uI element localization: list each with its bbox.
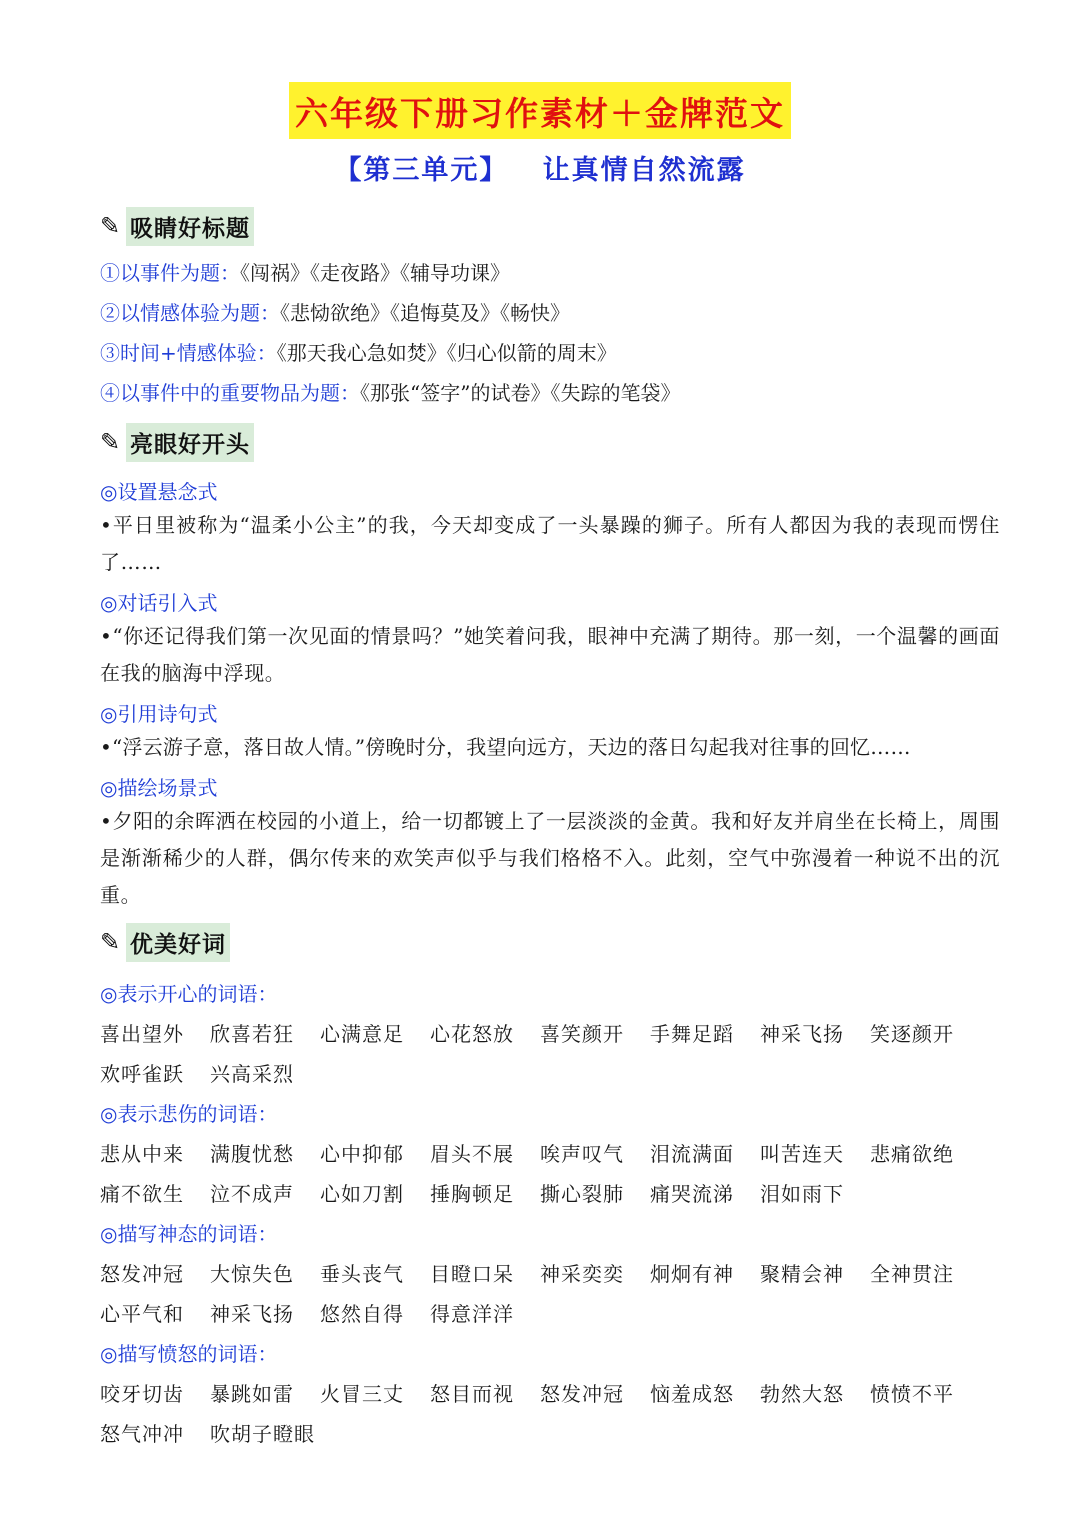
word: 眉头不展 bbox=[430, 1142, 514, 1166]
word: 怒目而视 bbox=[430, 1382, 514, 1406]
word: 喜出望外 bbox=[100, 1022, 184, 1046]
word: 心平气和 bbox=[100, 1302, 184, 1326]
word: 心花怒放 bbox=[430, 1022, 514, 1046]
word: 恼羞成怒 bbox=[650, 1382, 734, 1406]
word-group-happy bbox=[100, 1018, 1000, 1098]
section-label: 亮眼好开头 bbox=[126, 423, 254, 462]
word-row bbox=[100, 1378, 1000, 1418]
word: 欣喜若狂 bbox=[210, 1022, 294, 1046]
title-example-text: 《闯祸》《走夜路》《辅导功课》 bbox=[240, 261, 510, 285]
word: 悠然自得 bbox=[320, 1302, 404, 1326]
title-example-text: 《那天我心急如焚》《归心似箭的周末》 bbox=[276, 341, 617, 365]
word: 满腹忧愁 bbox=[210, 1142, 294, 1166]
word-row bbox=[100, 1258, 1000, 1298]
opening-example: •“浮云游子意，落日故人情。”傍晚时分，我望向远方，天边的落日勾起我对往事的回忆…… bbox=[100, 735, 911, 759]
opening-type-label: ◎引用诗句式 bbox=[100, 702, 218, 726]
section-label: 优美好词 bbox=[126, 923, 230, 962]
word: 喜笑颜开 bbox=[540, 1022, 624, 1046]
section-heading-words bbox=[100, 922, 230, 962]
section-heading-titles bbox=[100, 206, 254, 246]
title-example-text: 《悲恸欲绝》《追悔莫及》《畅快》 bbox=[280, 301, 570, 325]
opening-example: •夕阳的余晖洒在校园的小道上，给一切都镀上了一层淡淡的金黄。我和好友并肩坐在长椅上，周围是渐渐稀少的人群，偶尔传来的欢笑声似乎与我们格格不入。此刻，空气中弥漫着一种说不出的沉重。 bbox=[100, 809, 1000, 907]
word: 兴高采烈 bbox=[210, 1062, 294, 1086]
pencil-icon: ✎ bbox=[100, 928, 121, 956]
word: 手舞足蹈 bbox=[650, 1022, 734, 1046]
word-group-anger bbox=[100, 1378, 1000, 1458]
word-row bbox=[100, 1018, 1000, 1058]
word: 垂头丧气 bbox=[320, 1262, 404, 1286]
word: 心中抑郁 bbox=[320, 1142, 404, 1166]
word: 泣不成声 bbox=[210, 1182, 294, 1206]
word-group-label: ◎描写神态的词语： bbox=[100, 1222, 278, 1246]
word: 暴跳如雷 bbox=[210, 1382, 294, 1406]
word: 泪流满面 bbox=[650, 1142, 734, 1166]
title-example-3 bbox=[100, 334, 617, 372]
word: 痛哭流涕 bbox=[650, 1182, 734, 1206]
word: 悲从中来 bbox=[100, 1142, 184, 1166]
word: 全神贯注 bbox=[870, 1262, 954, 1286]
pencil-icon: ✎ bbox=[100, 212, 121, 240]
word: 捶胸顿足 bbox=[430, 1182, 514, 1206]
title-example-4 bbox=[100, 374, 680, 412]
word-row bbox=[100, 1138, 1000, 1178]
word: 笑逐颜开 bbox=[870, 1022, 954, 1046]
word-group-label: ◎描写愤怒的词语： bbox=[100, 1342, 278, 1366]
opening-type-label: ◎描绘场景式 bbox=[100, 776, 218, 800]
word-row bbox=[100, 1058, 1000, 1098]
section-heading-openings bbox=[100, 422, 254, 462]
word: 神采飞扬 bbox=[760, 1022, 844, 1046]
word-row bbox=[100, 1418, 1000, 1458]
word: 吹胡子瞪眼 bbox=[210, 1422, 315, 1446]
word: 悲痛欲绝 bbox=[870, 1142, 954, 1166]
word: 聚精会神 bbox=[760, 1262, 844, 1286]
word: 神采奕奕 bbox=[540, 1262, 624, 1286]
word: 神采飞扬 bbox=[210, 1302, 294, 1326]
word-group-label: ◎表示悲伤的词语： bbox=[100, 1102, 278, 1126]
title-example-label: ②以情感体验为题： bbox=[100, 301, 280, 325]
word-group-sad bbox=[100, 1138, 1000, 1218]
word: 痛不欲生 bbox=[100, 1182, 184, 1206]
title-example-label: ④以事件中的重要物品为题： bbox=[100, 381, 360, 405]
word: 心如刀割 bbox=[320, 1182, 404, 1206]
word: 愤愤不平 bbox=[870, 1382, 954, 1406]
word: 撕心裂肺 bbox=[540, 1182, 624, 1206]
opening-example: •“你还记得我们第一次见面的情景吗？”她笑着问我，眼神中充满了期待。那一刻，一个温馨的画面在我的脑海中浮现。 bbox=[100, 624, 1000, 685]
title-example-label: ①以事件为题： bbox=[100, 261, 240, 285]
word: 怒气冲冲 bbox=[100, 1422, 184, 1446]
word: 唉声叹气 bbox=[540, 1142, 624, 1166]
word-group-label: ◎表示开心的词语： bbox=[100, 982, 278, 1006]
title-wrap bbox=[0, 82, 1080, 139]
word-row bbox=[100, 1298, 1000, 1338]
word: 欢呼雀跃 bbox=[100, 1062, 184, 1086]
word: 得意洋洋 bbox=[430, 1302, 514, 1326]
word: 泪如雨下 bbox=[760, 1182, 844, 1206]
title-example-2 bbox=[100, 294, 570, 332]
page-title: 六年级下册习作素材＋金牌范文 bbox=[289, 82, 791, 139]
word: 咬牙切齿 bbox=[100, 1382, 184, 1406]
word: 炯炯有神 bbox=[650, 1262, 734, 1286]
word-group-expression bbox=[100, 1258, 1000, 1338]
title-example-text: 《那张“签字”的试卷》《失踪的笔袋》 bbox=[360, 381, 681, 405]
title-example-1 bbox=[100, 254, 510, 292]
word: 叫苦连天 bbox=[760, 1142, 844, 1166]
pencil-icon: ✎ bbox=[100, 428, 121, 456]
word: 火冒三丈 bbox=[320, 1382, 404, 1406]
word: 怒发冲冠 bbox=[100, 1262, 184, 1286]
opening-example: •平日里被称为“温柔小公主”的我，今天却变成了一头暴躁的狮子。所有人都因为我的表现而愣住了…… bbox=[100, 513, 1000, 574]
opening-type-label: ◎设置悬念式 bbox=[100, 480, 218, 504]
word: 勃然大怒 bbox=[760, 1382, 844, 1406]
opening-type-label: ◎对话引入式 bbox=[100, 591, 218, 615]
word: 怒发冲冠 bbox=[540, 1382, 624, 1406]
word-row bbox=[100, 1178, 1000, 1218]
word: 心满意足 bbox=[320, 1022, 404, 1046]
title-example-label: ③时间+情感体验： bbox=[100, 341, 277, 365]
word: 大惊失色 bbox=[210, 1262, 294, 1286]
unit-subtitle: 【第三单元】 让真情自然流露 bbox=[334, 155, 746, 186]
word: 目瞪口呆 bbox=[430, 1262, 514, 1286]
section-label: 吸睛好标题 bbox=[126, 207, 254, 246]
